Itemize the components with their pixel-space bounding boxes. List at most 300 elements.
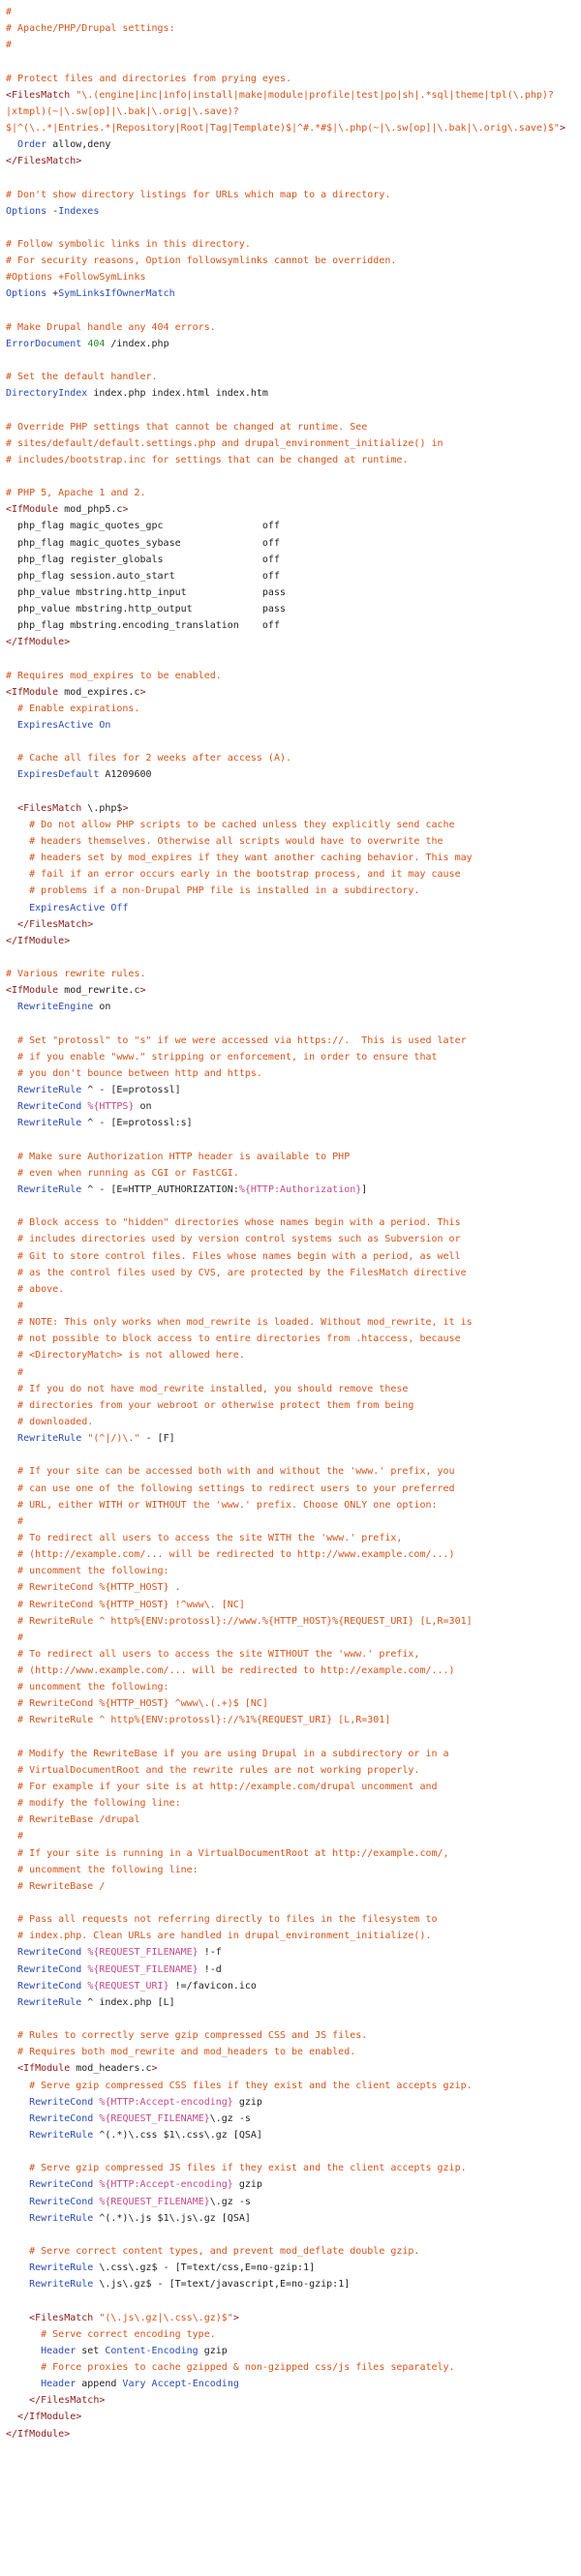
code-line bbox=[0, 2060, 581, 2077]
code-line bbox=[0, 900, 581, 916]
tag-token: > bbox=[139, 985, 146, 997]
comment-token: # uncomment the following: bbox=[6, 1682, 169, 1693]
text-token: ^ - [E=protossl:s] bbox=[81, 1118, 193, 1129]
code-line bbox=[0, 169, 581, 186]
code-line bbox=[0, 2027, 581, 2044]
comment-token: # bbox=[6, 1632, 24, 1643]
text-token: mod_php5.c bbox=[58, 504, 123, 516]
text-token bbox=[6, 1433, 17, 1444]
code-line bbox=[0, 1530, 581, 1546]
text-token: gzip bbox=[232, 2096, 262, 2108]
comment-token: # Modify the RewriteBase if you are using Drupal in a subdirectory or in a bbox=[6, 1748, 449, 1759]
code-line bbox=[0, 1231, 581, 1247]
tag-token: <IfModule bbox=[17, 2063, 71, 2075]
code-line bbox=[0, 1695, 581, 1712]
code-line bbox=[0, 1182, 581, 1198]
code-line bbox=[0, 468, 581, 485]
tag-token: </IfModule> bbox=[6, 2428, 71, 2440]
text-token bbox=[6, 1101, 17, 1112]
code-line bbox=[0, 1265, 581, 1281]
directive-token: RewriteRule bbox=[29, 2130, 94, 2141]
tag-token: </IfModule> bbox=[17, 2411, 82, 2423]
code-line bbox=[0, 850, 581, 866]
comment-token: # To redirect all users to access the site WITH the 'www.' prefix, bbox=[6, 1532, 403, 1543]
code-line bbox=[0, 435, 581, 452]
comment-token: # If your site is running in a VirtualDocumentRoot at http://example.com/, bbox=[6, 1847, 449, 1859]
string-token: "(^|/)\." bbox=[87, 1433, 140, 1445]
comment-token: # PHP 5, Apache 1 and 2. bbox=[6, 488, 146, 499]
code-line bbox=[0, 1298, 581, 1314]
tag-token: </FilesMatch> bbox=[6, 156, 82, 167]
code-line bbox=[0, 1895, 581, 1911]
code-line bbox=[0, 883, 581, 899]
code-line bbox=[0, 866, 581, 883]
code-line bbox=[0, 1729, 581, 1746]
directive-token: Accept-Encoding bbox=[151, 2379, 239, 2390]
code-line bbox=[0, 2276, 581, 2292]
code-line bbox=[0, 1994, 581, 2011]
comment-token: # Serve gzip compressed JS files if they exist and the client accepts gzip. bbox=[6, 2163, 467, 2174]
variable-token: %{REQUEST_FILENAME} bbox=[99, 2112, 210, 2124]
code-line bbox=[0, 2044, 581, 2060]
code-line bbox=[0, 1795, 581, 1812]
code-line bbox=[0, 1115, 581, 1131]
comment-token: # bbox=[6, 1831, 24, 1842]
comment-token: # For security reasons, Option followsymlinks cannot be overridden. bbox=[6, 255, 397, 267]
comment-token: # bbox=[6, 1366, 24, 1378]
directive-token: RewriteRule bbox=[29, 2262, 94, 2274]
directive-token: Indexes bbox=[58, 205, 100, 217]
directive-token: Content-Encoding bbox=[105, 2345, 199, 2356]
directive-token: RewriteRule bbox=[17, 1996, 82, 2008]
code-line bbox=[0, 1065, 581, 1082]
comment-token: # Serve correct encoding type. bbox=[6, 2328, 216, 2340]
directive-token: DirectoryIndex bbox=[6, 388, 88, 400]
variable-token: %{HTTPS} bbox=[87, 1101, 135, 1113]
text-token: \.css\.gz$ - [T=text/css,E=no-gzip:1] bbox=[93, 2262, 316, 2274]
code-line bbox=[0, 634, 581, 650]
code-line bbox=[0, 650, 581, 667]
number-token: 404 bbox=[87, 338, 106, 349]
text-token bbox=[6, 2279, 29, 2290]
code-line bbox=[0, 1132, 581, 1149]
comment-token: # Override PHP settings that cannot be changed at runtime. See bbox=[6, 421, 368, 433]
code-line bbox=[0, 933, 581, 949]
code-line bbox=[0, 734, 581, 750]
code-line bbox=[0, 916, 581, 933]
directive-token: RewriteRule bbox=[17, 1085, 82, 1096]
comment-token: # Follow symbolic links in this directory. bbox=[6, 238, 251, 250]
code-line bbox=[0, 2292, 581, 2309]
code-line bbox=[0, 1746, 581, 1762]
text-token bbox=[6, 2113, 29, 2124]
comment-token: # Make Drupal handle any 404 errors. bbox=[6, 321, 216, 333]
code-line bbox=[0, 2210, 581, 2227]
text-token bbox=[6, 2313, 29, 2323]
text-token bbox=[6, 1981, 17, 1992]
comment-token: # bbox=[6, 7, 13, 17]
tag-token: > bbox=[122, 504, 129, 516]
directive-token: Header bbox=[41, 2379, 76, 2390]
text-token: allow,deny bbox=[46, 139, 111, 151]
string-token: |xtmpl)(~|\.sw[op]|\.bak|\.orig|\.save)? bbox=[6, 105, 239, 117]
text-token bbox=[6, 803, 17, 814]
comment-token: # Cache all files for 2 weeks after access (A). bbox=[6, 753, 292, 764]
code-line bbox=[0, 1347, 581, 1363]
text-token bbox=[6, 2063, 17, 2074]
code-line bbox=[0, 601, 581, 617]
variable-token: %{HTTP:Accept-encoding} bbox=[99, 2179, 233, 2191]
code-line bbox=[0, 1662, 581, 1679]
text-token: ^ - [E=HTTP_AUTHORIZATION: bbox=[81, 1183, 239, 1195]
code-line bbox=[0, 1149, 581, 1165]
code-line bbox=[0, 285, 581, 302]
directive-token: RewriteCond bbox=[29, 2096, 94, 2108]
code-line bbox=[0, 2426, 581, 2442]
code-line bbox=[0, 1447, 581, 1463]
comment-token: # RewriteBase /drupal bbox=[6, 1814, 140, 1826]
directive-token: RewriteCond bbox=[29, 2179, 94, 2191]
variable-token: %{HTTP:Accept-encoding} bbox=[99, 2096, 233, 2108]
code-line bbox=[0, 2078, 581, 2094]
code-line bbox=[0, 1016, 581, 1033]
comment-token: # problems if a non-Drupal PHP file is installed in a subdirectory. bbox=[6, 885, 420, 897]
code-line bbox=[0, 1911, 581, 1928]
code-line bbox=[0, 37, 581, 53]
directive-token: SymLinksIfOwnerMatch bbox=[58, 288, 175, 300]
text-token: \.php$ bbox=[81, 802, 123, 814]
text-token: php_flag session.auto_start off bbox=[6, 570, 280, 582]
code-line bbox=[0, 668, 581, 684]
code-line bbox=[0, 20, 581, 37]
text-token: ^ index.php [L] bbox=[81, 1996, 175, 2008]
text-token bbox=[6, 2197, 29, 2207]
directive-token: RewriteCond bbox=[29, 2112, 94, 2124]
comment-token: # RewriteRule ^ http%{ENV:protossl}://%1%{REQUEST_URI} [L,R=301] bbox=[6, 1715, 391, 1726]
comment-token: # Enable expirations. bbox=[6, 703, 140, 714]
code-line bbox=[0, 2392, 581, 2409]
comment-token: # Make sure Authorization HTTP header is available to PHP bbox=[6, 1151, 351, 1162]
code-line bbox=[0, 1862, 581, 1878]
code-line bbox=[0, 1314, 581, 1331]
text-token: php_flag magic_quotes_sybase off bbox=[6, 537, 280, 549]
code-line bbox=[0, 1944, 581, 1961]
text-token bbox=[6, 1118, 17, 1128]
text-token: !-f bbox=[198, 1947, 222, 1959]
code-line bbox=[0, 369, 581, 385]
text-token bbox=[6, 2097, 29, 2108]
directive-token: Header bbox=[41, 2345, 76, 2356]
string-token: "\.(engine|inc|info|install|make|module|profile|test|po|sh|.*sql|theme|tpl(\.php)? bbox=[76, 89, 554, 101]
text-token bbox=[6, 1947, 17, 1958]
code-line bbox=[0, 187, 581, 203]
code-line bbox=[0, 518, 581, 534]
tag-token: </FilesMatch> bbox=[29, 2395, 106, 2407]
comment-token: # includes directories used by version control systems such as Subversion or bbox=[6, 1234, 461, 1245]
code-line bbox=[0, 2011, 581, 2027]
code-line bbox=[0, 2409, 581, 2425]
code-line bbox=[0, 2260, 581, 2276]
code-line bbox=[0, 1463, 581, 1480]
comment-token: # (http://example.com/... will be redirected to http://www.example.com/...) bbox=[6, 1549, 455, 1561]
directive-token: RewriteRule bbox=[29, 2279, 94, 2291]
code-line bbox=[0, 1414, 581, 1430]
code-line bbox=[0, 1679, 581, 1695]
comment-token: # VirtualDocumentRoot and the rewrite rules are not working properly. bbox=[6, 1764, 420, 1776]
code-line bbox=[0, 966, 581, 982]
text-token bbox=[6, 1184, 17, 1195]
code-line bbox=[0, 236, 581, 253]
code-line bbox=[0, 1364, 581, 1381]
code-line bbox=[0, 1613, 581, 1630]
comment-token: # you don't bounce between http and https. bbox=[6, 1068, 262, 1079]
code-line bbox=[0, 684, 581, 701]
text-token: ^(.*)\.css $1\.css\.gz [QSA] bbox=[93, 2130, 262, 2141]
code-line bbox=[0, 385, 581, 402]
text-token: gzip bbox=[232, 2179, 262, 2191]
code-line bbox=[0, 269, 581, 285]
directive-token: RewriteRule bbox=[17, 1433, 82, 1445]
code-line bbox=[0, 766, 581, 783]
code-line bbox=[0, 2111, 581, 2127]
code-line bbox=[0, 153, 581, 169]
comment-token: # Don't show directory listings for URLs which map to a directory. bbox=[6, 189, 391, 200]
comment-token: # If your site can be accessed both with and without the 'www.' prefix, you bbox=[6, 1466, 455, 1478]
comment-token: # Requires mod_expires to be enabled. bbox=[6, 670, 222, 681]
code-line bbox=[0, 1978, 581, 1994]
text-token bbox=[6, 2130, 29, 2141]
code-line bbox=[0, 303, 581, 319]
comment-token: # modify the following line: bbox=[6, 1798, 181, 1810]
comment-token: # RewriteCond %{HTTP_HOST} !^www\. [NC] bbox=[6, 1599, 245, 1610]
directive-token: ExpiresActive bbox=[17, 720, 94, 732]
code-line bbox=[0, 319, 581, 336]
text-token bbox=[6, 2411, 17, 2422]
text-token: ^ - [E=protossl] bbox=[81, 1085, 181, 1096]
tag-token: <FilesMatch bbox=[29, 2312, 94, 2323]
text-token: !-d bbox=[198, 1963, 222, 1975]
code-line bbox=[0, 2376, 581, 2392]
comment-token: # RewriteBase / bbox=[6, 1880, 106, 1892]
comment-token: # Pass all requests not referring directly to files in the filesystem to bbox=[6, 1914, 438, 1926]
code-line bbox=[0, 1497, 581, 1513]
code-line bbox=[0, 1762, 581, 1779]
code-line bbox=[0, 2343, 581, 2359]
tag-token: <FilesMatch bbox=[17, 802, 82, 814]
code-line bbox=[0, 2176, 581, 2193]
code-line bbox=[0, 1198, 581, 1214]
text-token bbox=[6, 1085, 17, 1095]
code-line bbox=[0, 1712, 581, 1728]
code-line bbox=[0, 1214, 581, 1231]
code-line bbox=[0, 1098, 581, 1115]
variable-token: %{REQUEST_FILENAME} bbox=[87, 1963, 199, 1975]
code-line bbox=[0, 584, 581, 601]
code-line bbox=[0, 2094, 581, 2111]
code-line bbox=[0, 402, 581, 418]
tag-token: > bbox=[139, 686, 146, 698]
comment-token: # uncomment the following: bbox=[6, 1566, 169, 1577]
comment-token: # Requires both mod_rewrite and mod_headers to be enabled. bbox=[6, 2047, 356, 2058]
text-token: append bbox=[76, 2379, 123, 2390]
text-token: set bbox=[76, 2345, 106, 2356]
code-line bbox=[0, 501, 581, 518]
comment-token: # uncomment the following line: bbox=[6, 1864, 199, 1875]
text-token: mod_rewrite.c bbox=[58, 985, 140, 997]
tag-token: <IfModule bbox=[6, 504, 59, 516]
text-token: mod_headers.c bbox=[70, 2063, 152, 2075]
comment-token: # (http://www.example.com/... will be redirected to http://example.com/...) bbox=[6, 1665, 455, 1677]
text-token bbox=[6, 1002, 17, 1012]
code-line bbox=[0, 2359, 581, 2376]
code-line bbox=[0, 2127, 581, 2143]
code-line bbox=[0, 1033, 581, 1049]
code-line bbox=[0, 1165, 581, 1182]
comment-token: # Serve correct content types, and prevent mod_deflate double gzip. bbox=[6, 2245, 420, 2257]
comment-token: # RewriteCond %{HTTP_HOST} . bbox=[6, 1582, 181, 1594]
code-line bbox=[0, 2310, 581, 2326]
text-token: - [F] bbox=[139, 1433, 175, 1445]
directive-token: RewriteRule bbox=[17, 1118, 82, 1129]
text-token: A1209600 bbox=[99, 769, 152, 781]
directive-token: RewriteRule bbox=[17, 1183, 82, 1195]
code-line bbox=[0, 1381, 581, 1397]
text-token bbox=[6, 2346, 41, 2356]
code-line bbox=[0, 701, 581, 717]
code-line bbox=[0, 1845, 581, 1862]
code-line bbox=[0, 2160, 581, 2176]
code-line bbox=[0, 1513, 581, 1530]
code-line bbox=[0, 833, 581, 850]
code-line bbox=[0, 1928, 581, 1944]
comment-token: # Set the default handler. bbox=[6, 372, 158, 383]
comment-token: # Do not allow PHP scripts to be cached unless they explicitly send cache bbox=[6, 819, 455, 830]
code-line bbox=[0, 1812, 581, 1828]
directive-token: Options bbox=[6, 205, 47, 217]
code-line bbox=[0, 1779, 581, 1795]
code-line bbox=[0, 617, 581, 634]
code-line bbox=[0, 53, 581, 70]
text-token bbox=[6, 2379, 41, 2389]
code-line bbox=[0, 1828, 581, 1844]
comment-token: # as the control files used by CVS, are protected by the FilesMatch directive bbox=[6, 1267, 467, 1278]
directive-token: RewriteEngine bbox=[17, 1002, 94, 1013]
text-token: on bbox=[93, 1002, 111, 1013]
comment-token: # To redirect all users to access the site WITHOUT the 'www.' prefix, bbox=[6, 1648, 420, 1660]
text-token: !=/favicon.ico bbox=[168, 1980, 257, 1992]
text-token bbox=[6, 2213, 29, 2224]
code-line bbox=[0, 419, 581, 435]
code-line bbox=[0, 750, 581, 766]
tag-token: </IfModule> bbox=[6, 637, 71, 648]
comment-token: # Various rewrite rules. bbox=[6, 969, 146, 980]
code-line bbox=[0, 1962, 581, 1978]
text-token: mod_expires.c bbox=[58, 686, 140, 698]
comment-token: #Options +FollowSymLinks bbox=[6, 272, 146, 284]
code-line bbox=[0, 717, 581, 734]
code-line bbox=[0, 352, 581, 369]
code-line bbox=[0, 1878, 581, 1895]
comment-token: # can use one of the following settings to redirect users to your preferred bbox=[6, 1483, 455, 1494]
text-token bbox=[6, 2395, 29, 2406]
directive-token: On bbox=[99, 720, 111, 732]
text-token: gzip bbox=[198, 2345, 228, 2356]
code-line bbox=[0, 982, 581, 999]
code-line bbox=[0, 2143, 581, 2160]
directive-token: RewriteCond bbox=[29, 2196, 94, 2207]
tag-token: > bbox=[232, 2312, 239, 2323]
text-token: php_value mbstring.http_input pass bbox=[6, 586, 286, 598]
code-line bbox=[0, 1397, 581, 1414]
comment-token: # For example if your site is at http://example.com/drupal uncomment and bbox=[6, 1782, 438, 1793]
comment-token: # above. bbox=[6, 1283, 65, 1295]
tag-token: > bbox=[151, 2063, 158, 2075]
text-token: index.php index.html index.htm bbox=[87, 388, 268, 400]
text-token: - bbox=[46, 205, 59, 217]
code-line bbox=[0, 452, 581, 468]
code-line bbox=[0, 552, 581, 568]
tag-token: </IfModule> bbox=[6, 935, 71, 946]
comment-token: # RewriteCond %{HTTP_HOST} ^www\.(.+)$ [NC] bbox=[6, 1698, 268, 1710]
comment-token: # not possible to block access to entire directories from .htaccess, because bbox=[6, 1333, 461, 1345]
comment-token: # Git to store control files. Files whose names begin with a period, as well bbox=[6, 1250, 461, 1262]
code-line bbox=[0, 784, 581, 800]
variable-token: %{REQUEST_FILENAME} bbox=[87, 1947, 199, 1959]
code-line bbox=[0, 87, 581, 104]
code-line bbox=[0, 1082, 581, 1098]
tag-token: > bbox=[559, 122, 566, 134]
comment-token: # <DirectoryMatch> is not allowed here. bbox=[6, 1350, 245, 1362]
comment-token: # Protect files and directories from prying eyes. bbox=[6, 73, 292, 84]
directive-token: RewriteCond bbox=[17, 1980, 82, 1992]
code-line bbox=[0, 949, 581, 966]
code-line bbox=[0, 120, 581, 136]
comment-token: # bbox=[6, 1300, 24, 1311]
text-token: on bbox=[134, 1101, 152, 1113]
text-token: \.gz -s bbox=[209, 2196, 251, 2207]
code-line bbox=[0, 1281, 581, 1298]
comment-token: # directories from your webroot or otherwise protect them from being bbox=[6, 1399, 414, 1411]
comment-token: # Apache/PHP/Drupal settings: bbox=[6, 23, 175, 35]
code-line bbox=[0, 2227, 581, 2243]
comment-token: # headers set by mod_expires if they want another caching behavior. This may bbox=[6, 853, 473, 864]
code-line bbox=[0, 1646, 581, 1662]
directive-token: RewriteCond bbox=[17, 1947, 82, 1959]
code-line bbox=[0, 220, 581, 236]
text-token: php_flag mbstring.encoding_translation off bbox=[6, 620, 280, 632]
comment-token: # fail if an error occurs early in the bootstrap process, and it may cause bbox=[6, 869, 461, 881]
text-token bbox=[6, 1997, 17, 2008]
tag-token: <IfModule bbox=[6, 985, 59, 997]
code-line bbox=[0, 2194, 581, 2210]
directive-token: ExpiresDefault bbox=[17, 769, 100, 781]
text-token: \.js\.gz$ - [T=text/javascript,E=no-gzip:1] bbox=[93, 2279, 351, 2291]
code-line bbox=[0, 800, 581, 817]
comment-token: # Serve gzip compressed CSS files if they exist and the client accepts gzip. bbox=[6, 2080, 473, 2091]
tag-token: </FilesMatch> bbox=[17, 918, 94, 930]
string-token: "(\.js\.gz|\.css\.gz)$" bbox=[99, 2312, 233, 2323]
code-line bbox=[0, 136, 581, 153]
comment-token: # bbox=[6, 40, 13, 51]
directive-token: Off bbox=[110, 902, 129, 914]
code-line bbox=[0, 1331, 581, 1347]
directive-token: ExpiresActive bbox=[29, 902, 106, 914]
text-token bbox=[6, 903, 29, 914]
code-line bbox=[0, 1597, 581, 1613]
code-line bbox=[0, 203, 581, 220]
code-line bbox=[0, 1430, 581, 1447]
directive-token: Vary bbox=[122, 2379, 146, 2390]
